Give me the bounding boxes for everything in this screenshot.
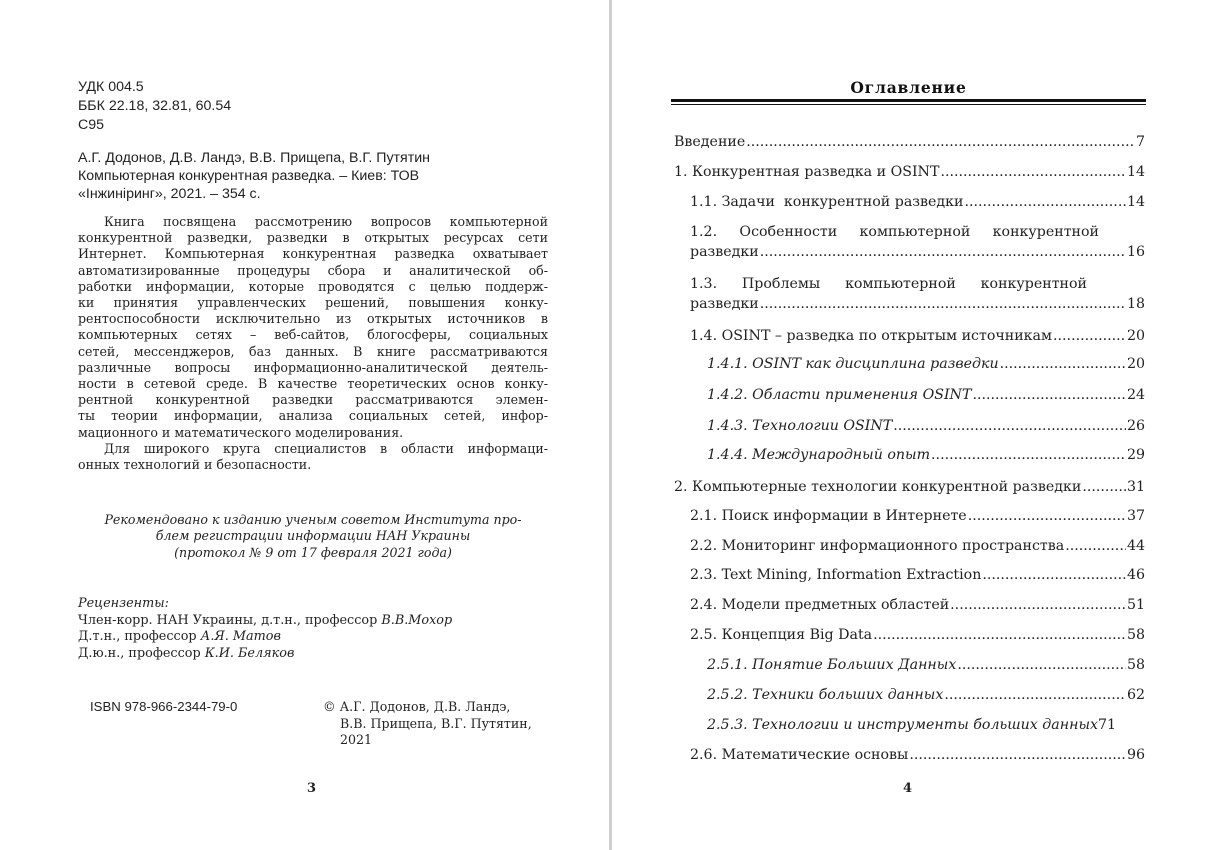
- abstract-line: Книга посвящена рассмотрению вопросов компьютерной: [104, 214, 548, 229]
- abstract-line: работки информации, которые проводятся с целью поддерж-: [78, 278, 548, 294]
- abstract: [78, 214, 548, 473]
- toc-entry[interactable]: 1.2. Особенности компьютерной конкурентной разведки ..... 16: [690, 222, 1145, 262]
- toc-entry[interactable]: 2.5.2. Техники больших данных ..... 62: [707, 685, 1145, 705]
- reviewers: [78, 596, 452, 662]
- bbk-code: ББК 22.18, 32.81, 60.54: [78, 98, 232, 114]
- copyright-line: В.В. Прищепа, В.Г. Путятин,: [340, 715, 532, 731]
- copyright-line: © А.Г. Додонов, Д.В. Ландэ,: [323, 699, 511, 714]
- abstract-line: мационного и математического моделирования.: [78, 424, 404, 440]
- toc-entry[interactable]: 2.2. Мониторинг информационного пространства ..... 44: [690, 536, 1145, 556]
- page-number-right: 4: [903, 781, 913, 796]
- abstract-line: различные вопросы информационно-аналитической деятель-: [78, 359, 548, 375]
- isbn: ISBN 978-966-2344-79-0: [90, 699, 238, 714]
- abstract-line: компьютерных сетях – веб-сайтов, блогосферы, социальных: [78, 327, 548, 343]
- abstract-line: Интернет. Компьютерная конкурентная разведка охватывает: [78, 246, 548, 262]
- toc-entry[interactable]: 2.5.3. Технологии и инструменты больших данных 71: [707, 717, 1117, 733]
- toc-entry[interactable]: 1.4.2. Области применения OSINT ..... 24: [707, 385, 1145, 405]
- book-spine: [609, 0, 612, 850]
- copyright: [323, 699, 532, 749]
- abstract-line: рентной конкурентной разведки рассматриваются элемен-: [78, 392, 548, 408]
- abstract-line: ты теории информации, анализа социальных сетей, инфор-: [78, 408, 548, 424]
- author-sign-code: С95: [78, 117, 105, 133]
- reviewer-entry: Д.т.н., профессор А.Я. Матов: [78, 629, 281, 645]
- copyright-line: 2021: [340, 732, 373, 748]
- abstract-line: сетей, мессенджеров, баз данных. В книге рассматриваются: [78, 343, 548, 359]
- toc-entry[interactable]: 1.4. OSINT – разведка по открытым источникам ..... 20: [690, 326, 1145, 346]
- toc-entry[interactable]: 1.4.4. Международный опыт ..... 29: [707, 445, 1145, 465]
- toc-entry[interactable]: 2.5. Концепция Big Data ..... 58: [690, 625, 1145, 645]
- recommendation-line: Рекомендовано к изданию ученым советом Института про-: [104, 512, 522, 527]
- udk-code: УДК 004.5: [78, 79, 144, 95]
- abstract-line: автоматизированные процедуры сбора и аналитической об-: [78, 262, 548, 278]
- toc-entry[interactable]: 2.6. Математические основы ..... 96: [690, 745, 1145, 765]
- toc-entry[interactable]: 1.1. Задачи конкурентной разведки ..... 14: [690, 192, 1145, 212]
- toc-entry[interactable]: Введение ..... 7: [674, 132, 1145, 152]
- page-number-left: 3: [307, 781, 317, 796]
- toc-entry[interactable]: 1.4.3. Технологии OSINT ..... 26: [707, 416, 1145, 436]
- citation-line-3: «Інжиніринг», 2021. – 354 с.: [78, 186, 261, 202]
- citation-line-2: Компьютерная конкурентная разведка. – Киев: ТОВ: [78, 168, 420, 184]
- reviewer-entry: Член-корр. НАН Украины, д.т.н., профессор В.В.Мохор: [78, 612, 453, 628]
- abstract-line: онных технологий и безопасности.: [78, 457, 312, 473]
- abstract-line: Для широкого круга специалистов в области информаци-: [104, 440, 548, 456]
- toc-entry[interactable]: 1.4.1. OSINT как дисциплина разведки ..... 20: [707, 354, 1145, 374]
- abstract-line: ности в сетевой среде. В качестве теоретических основ конку-: [78, 376, 548, 392]
- title-rule-thin: [671, 104, 1146, 105]
- citation-line-1: А.Г. Додонов, Д.В. Ландэ, В.В. Прищепа, В.Г. Путятин: [78, 150, 430, 166]
- toc-title: Оглавление: [850, 78, 967, 97]
- recommendation: [78, 512, 548, 561]
- toc-entry[interactable]: 1.3. Проблемы компьютерной конкурентной разведки ..... 18: [690, 274, 1145, 314]
- toc-entry[interactable]: 2.5.1. Понятие Больших Данных ..... 58: [707, 655, 1145, 675]
- title-rule-thick: [671, 99, 1146, 102]
- recommendation-line: блем регистрации информации НАН Украины: [155, 528, 471, 544]
- abstract-line: рентоспособности исключительно из открытых источников в: [78, 311, 548, 327]
- toc-entry[interactable]: 1. Конкурентная разведка и OSINT ..... 14: [674, 162, 1145, 182]
- reviewer-entry: Д.ю.н., профессор К.И. Беляков: [78, 645, 295, 661]
- abstract-line: ки принятия управленческих решений, повышения конку-: [78, 295, 548, 311]
- abstract-line: конкурентной разведки, разведки в открытых ресурсах сети: [78, 230, 548, 246]
- toc-entry[interactable]: 2. Компьютерные технологии конкурентной разведки ..... 31: [674, 477, 1145, 497]
- recommendation-line: (протокол № 9 от 17 февраля 2021 года): [174, 544, 452, 560]
- reviewers-heading: Рецензенты:: [78, 596, 169, 611]
- toc-entry[interactable]: 2.4. Модели предметных областей ..... 51: [690, 595, 1145, 615]
- toc-entry[interactable]: 2.1. Поиск информации в Интернете ..... 37: [690, 506, 1145, 526]
- toc-entry[interactable]: 2.3. Text Mining, Information Extraction ..... 46: [690, 565, 1145, 585]
